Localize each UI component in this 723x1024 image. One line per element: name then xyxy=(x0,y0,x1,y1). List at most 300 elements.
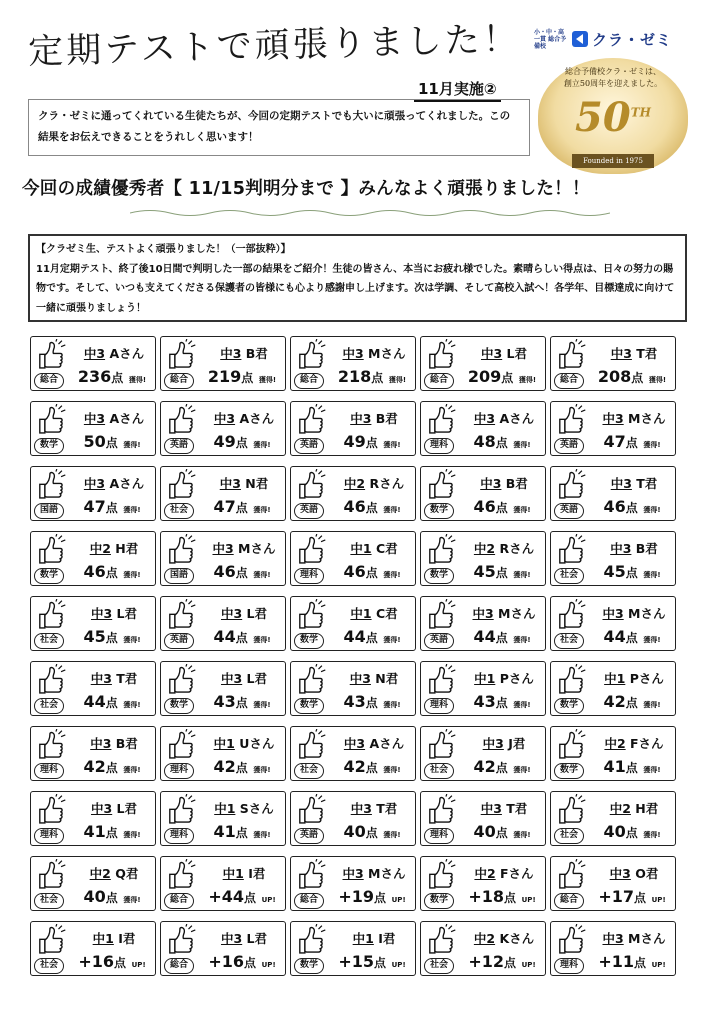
thumbs-up-icon xyxy=(33,534,67,568)
score-unit: 点 xyxy=(105,501,118,515)
result-card xyxy=(160,921,286,976)
score-value: 47 xyxy=(603,432,626,451)
score-unit: 点 xyxy=(501,371,514,385)
score-suffix: 獲得! xyxy=(383,506,401,514)
student-label xyxy=(465,409,543,427)
student-name: C君 xyxy=(375,606,398,621)
thumbs-up-icon xyxy=(423,924,457,958)
student-label xyxy=(335,604,413,622)
score-value: 44 xyxy=(603,627,626,646)
student-label xyxy=(595,734,673,752)
score-line xyxy=(327,627,417,646)
result-card xyxy=(160,466,286,521)
subject-badge: 社会 xyxy=(424,958,454,974)
score-suffix: UP! xyxy=(521,896,536,904)
student-label xyxy=(595,799,673,817)
score-line xyxy=(67,952,157,971)
grade-level: 中3 xyxy=(480,346,503,361)
student-name: Mさん xyxy=(628,931,666,946)
student-name: Aさん xyxy=(499,411,535,426)
score-line xyxy=(327,692,417,711)
score-unit: 点 xyxy=(625,696,638,710)
subject-badge: 数学 xyxy=(424,503,454,519)
subject-badge: 数学 xyxy=(294,698,324,714)
page-subtitle: 11月実施② xyxy=(414,78,501,102)
score-value: 46 xyxy=(83,562,106,581)
subject-badge: 総合 xyxy=(294,893,324,909)
score-unit: 点 xyxy=(625,761,638,775)
student-label xyxy=(205,929,283,947)
subject-badge: 英語 xyxy=(294,828,324,844)
score-line xyxy=(327,822,417,841)
student-name: Mさん xyxy=(628,606,666,621)
score-unit: 点 xyxy=(235,631,248,645)
score-line xyxy=(587,757,677,776)
score-suffix: 獲得! xyxy=(123,506,141,514)
score-line xyxy=(327,887,417,906)
score-suffix: 獲得! xyxy=(643,571,661,579)
score-line xyxy=(197,367,287,386)
score-unit: 点 xyxy=(495,436,508,450)
student-label xyxy=(335,344,413,362)
anniversary-emblem xyxy=(538,58,688,174)
result-card xyxy=(550,531,676,586)
subject-badge: 社会 xyxy=(294,763,324,779)
score-line xyxy=(457,562,547,581)
thumbs-up-icon xyxy=(423,859,457,893)
student-name: Aさん xyxy=(239,411,275,426)
thumbs-up-icon xyxy=(423,469,457,503)
score-suffix: 獲得! xyxy=(253,441,271,449)
score-suffix: 獲得! xyxy=(513,636,531,644)
score-line xyxy=(197,692,287,711)
score-unit: 点 xyxy=(365,566,378,580)
score-value: +19 xyxy=(338,887,375,906)
score-value: 40 xyxy=(343,822,366,841)
student-name: T君 xyxy=(506,801,528,816)
thumbs-up-icon xyxy=(163,599,197,633)
student-label xyxy=(465,799,543,817)
score-suffix: 獲得! xyxy=(383,636,401,644)
subject-badge: 社会 xyxy=(164,503,194,519)
grade-level: 中2 xyxy=(609,801,631,816)
score-line xyxy=(67,692,157,711)
student-label xyxy=(335,409,413,427)
thumbs-up-icon xyxy=(293,339,327,373)
score-line xyxy=(327,562,417,581)
student-label xyxy=(205,409,283,427)
result-card xyxy=(420,466,546,521)
result-card xyxy=(30,856,156,911)
score-value: +18 xyxy=(468,887,505,906)
thumbs-up-icon xyxy=(163,404,197,438)
grade-level: 中3 xyxy=(83,411,106,426)
score-value: 49 xyxy=(343,432,366,451)
subject-badge: 英語 xyxy=(294,503,324,519)
grade-level: 中3 xyxy=(350,411,372,426)
result-card xyxy=(160,531,286,586)
score-line xyxy=(327,497,417,516)
score-line xyxy=(587,562,677,581)
subject-badge: 国語 xyxy=(34,503,64,519)
score-unit: 点 xyxy=(365,696,378,710)
thumbs-up-icon xyxy=(293,794,327,828)
student-name: B君 xyxy=(115,736,138,751)
result-card xyxy=(550,726,676,781)
grade-level: 中3 xyxy=(220,931,243,946)
result-card xyxy=(420,596,546,651)
subject-badge: 理科 xyxy=(34,763,64,779)
score-unit: 点 xyxy=(105,631,118,645)
result-card xyxy=(290,921,416,976)
result-card xyxy=(30,531,156,586)
thumbs-up-icon xyxy=(163,859,197,893)
score-unit: 点 xyxy=(365,631,378,645)
thumbs-up-icon xyxy=(33,859,67,893)
student-label xyxy=(205,864,283,882)
score-suffix: 獲得! xyxy=(513,766,531,774)
student-name: I君 xyxy=(118,931,136,946)
score-suffix: 獲得! xyxy=(518,376,537,384)
thumbs-up-icon xyxy=(33,339,67,373)
score-suffix: 獲得! xyxy=(253,571,271,579)
score-line xyxy=(457,692,547,711)
grade-level: 中3 xyxy=(220,346,242,361)
score-suffix: 獲得! xyxy=(123,896,141,904)
thumbs-up-icon xyxy=(33,404,67,438)
score-line xyxy=(327,367,417,386)
score-value: 46 xyxy=(473,497,496,516)
score-suffix: 獲得! xyxy=(643,506,661,514)
thumbs-up-icon xyxy=(423,599,457,633)
score-value: 41 xyxy=(213,822,236,841)
score-value: 42 xyxy=(213,757,236,776)
score-suffix: 獲得! xyxy=(123,636,141,644)
score-line xyxy=(67,497,157,516)
grade-level: 中3 xyxy=(83,476,106,491)
subject-badge: 英語 xyxy=(164,438,194,454)
student-label xyxy=(75,604,153,622)
subject-badge: 社会 xyxy=(34,893,64,909)
student-name: Fさん xyxy=(500,866,534,881)
student-name: Rさん xyxy=(499,541,535,556)
score-suffix: 獲得! xyxy=(513,571,531,579)
student-label xyxy=(205,734,283,752)
student-name: B君 xyxy=(375,411,398,426)
student-name: T君 xyxy=(636,476,658,491)
notice-heading: 【クラゼミ生、テストよく頑張りました！（一部抜粋）】 xyxy=(36,244,291,255)
score-value: 43 xyxy=(213,692,236,711)
result-card xyxy=(550,921,676,976)
grade-level: 中3 xyxy=(90,736,112,751)
student-label xyxy=(595,604,673,622)
subject-badge: 理科 xyxy=(164,763,194,779)
result-card xyxy=(160,856,286,911)
result-card xyxy=(290,856,416,911)
student-name: Aさん xyxy=(109,411,145,426)
score-unit: 点 xyxy=(111,371,124,385)
score-unit: 点 xyxy=(495,566,508,580)
score-suffix: 獲得! xyxy=(253,766,271,774)
score-value: 44 xyxy=(473,627,496,646)
result-card xyxy=(160,661,286,716)
score-value: 44 xyxy=(83,692,106,711)
grade-level: 中1 xyxy=(213,736,235,751)
score-value: +15 xyxy=(338,952,375,971)
result-card xyxy=(30,466,156,521)
student-name: H君 xyxy=(115,541,139,556)
score-unit: 点 xyxy=(634,891,647,905)
subject-badge: 社会 xyxy=(34,633,64,649)
subject-badge: 数学 xyxy=(294,958,324,974)
score-suffix: 獲得! xyxy=(123,701,141,709)
result-card xyxy=(290,531,416,586)
score-suffix: UP! xyxy=(651,896,666,904)
subject-badge: 総合 xyxy=(554,373,584,389)
notice-box xyxy=(28,234,687,322)
student-name: Kさん xyxy=(499,931,535,946)
result-card xyxy=(550,336,676,391)
vine-divider xyxy=(130,208,610,218)
thumbs-up-icon xyxy=(423,729,457,763)
student-name: Uさん xyxy=(239,736,275,751)
thumbs-up-icon xyxy=(293,404,327,438)
thumbs-up-icon xyxy=(293,534,327,568)
thumbs-up-icon xyxy=(33,924,67,958)
subject-badge: 英語 xyxy=(554,438,584,454)
score-suffix: 獲得! xyxy=(513,441,531,449)
score-unit: 点 xyxy=(634,956,647,970)
thumbs-up-icon xyxy=(33,469,67,503)
score-unit: 点 xyxy=(495,761,508,775)
score-suffix: 獲得! xyxy=(123,571,141,579)
school-logo xyxy=(534,28,694,176)
student-name: C君 xyxy=(375,541,398,556)
score-line xyxy=(197,822,287,841)
student-name: L君 xyxy=(246,606,268,621)
score-line xyxy=(67,432,157,451)
grade-level: 中3 xyxy=(609,866,631,881)
score-line xyxy=(67,367,157,386)
student-name: L君 xyxy=(116,606,138,621)
score-value: 42 xyxy=(83,757,106,776)
score-suffix: 獲得! xyxy=(123,766,141,774)
intro-box: クラ・ゼミに通ってくれている生徒たちが、今回の定期テストでも大いに頑張ってくれました。この結果をお伝えできることをうれしく思います！ xyxy=(28,99,530,156)
score-line xyxy=(197,627,287,646)
grade-level: 中3 xyxy=(602,411,624,426)
score-suffix: 獲得! xyxy=(383,831,401,839)
grade-level: 中3 xyxy=(473,411,496,426)
score-value: 209 xyxy=(467,367,502,386)
score-suffix: 獲得! xyxy=(643,701,661,709)
grade-level: 中3 xyxy=(602,606,624,621)
score-value: 40 xyxy=(473,822,496,841)
score-suffix: 獲得! xyxy=(253,636,271,644)
student-name: T君 xyxy=(636,346,658,361)
thumbs-up-icon xyxy=(553,469,587,503)
student-name: Mさん xyxy=(368,866,406,881)
thumbs-up-icon xyxy=(33,729,67,763)
score-value: 45 xyxy=(473,562,496,581)
student-name: L君 xyxy=(246,931,268,946)
score-value: 47 xyxy=(213,497,236,516)
score-unit: 点 xyxy=(365,501,378,515)
score-suffix: 獲得! xyxy=(253,831,271,839)
score-value: 40 xyxy=(83,887,106,906)
score-value: 219 xyxy=(207,367,242,386)
student-name: I君 xyxy=(378,931,396,946)
score-unit: 点 xyxy=(495,696,508,710)
grade-level: 中3 xyxy=(343,736,366,751)
student-label xyxy=(465,604,543,622)
result-card xyxy=(550,466,676,521)
score-unit: 点 xyxy=(235,761,248,775)
student-name: Aさん xyxy=(369,736,405,751)
score-line xyxy=(197,757,287,776)
subject-badge: 国語 xyxy=(164,568,194,584)
score-value: 46 xyxy=(343,497,366,516)
student-name: Mさん xyxy=(498,606,536,621)
score-suffix: 獲得! xyxy=(383,701,401,709)
score-unit: 点 xyxy=(235,566,248,580)
grade-level: 中3 xyxy=(83,346,106,361)
thumbs-up-icon xyxy=(163,924,197,958)
score-value: +16 xyxy=(208,952,245,971)
student-name: B君 xyxy=(245,346,268,361)
student-label xyxy=(465,344,543,362)
score-line xyxy=(587,952,677,971)
grade-level: 中1 xyxy=(474,671,496,686)
score-line xyxy=(587,692,677,711)
score-suffix: 獲得! xyxy=(388,376,407,384)
thumbs-up-icon xyxy=(553,339,587,373)
score-unit: 点 xyxy=(105,696,118,710)
thumbs-up-icon xyxy=(553,859,587,893)
thumbs-up-icon xyxy=(163,469,197,503)
score-line xyxy=(197,952,287,971)
subject-badge: 数学 xyxy=(424,893,454,909)
score-line xyxy=(587,432,677,451)
score-line xyxy=(457,887,547,906)
score-value: 208 xyxy=(597,367,632,386)
grade-level: 中3 xyxy=(213,411,236,426)
subject-badge: 数学 xyxy=(554,698,584,714)
score-unit: 点 xyxy=(504,956,517,970)
grade-level: 中2 xyxy=(473,541,496,556)
score-value: +44 xyxy=(208,887,245,906)
student-name: Mさん xyxy=(628,411,666,426)
result-card xyxy=(30,791,156,846)
subject-badge: 総合 xyxy=(294,373,324,389)
subject-badge: 理科 xyxy=(424,438,454,454)
score-suffix: 獲得! xyxy=(123,831,141,839)
score-line xyxy=(587,367,677,386)
thumbs-up-icon xyxy=(163,729,197,763)
score-unit: 点 xyxy=(374,891,387,905)
grade-level: 中3 xyxy=(90,801,113,816)
score-suffix: UP! xyxy=(261,896,276,904)
grade-level: 中2 xyxy=(604,736,626,751)
score-suffix: 獲得! xyxy=(253,701,271,709)
score-suffix: 獲得! xyxy=(383,766,401,774)
score-line xyxy=(587,497,677,516)
student-name: I君 xyxy=(248,866,266,881)
subject-badge: 英語 xyxy=(164,633,194,649)
student-name: B君 xyxy=(635,541,658,556)
grade-level: 中1 xyxy=(214,801,236,816)
score-line xyxy=(327,757,417,776)
subject-badge: 社会 xyxy=(554,828,584,844)
student-label xyxy=(465,669,543,687)
student-name: J君 xyxy=(508,736,526,751)
student-name: Fさん xyxy=(630,736,664,751)
score-value: 218 xyxy=(337,367,372,386)
student-label xyxy=(335,669,413,687)
score-unit: 点 xyxy=(235,696,248,710)
student-label xyxy=(205,474,283,492)
score-unit: 点 xyxy=(235,501,248,515)
result-card xyxy=(160,336,286,391)
thumbs-up-icon xyxy=(163,339,197,373)
student-name: O君 xyxy=(635,866,659,881)
score-line xyxy=(197,497,287,516)
student-label xyxy=(75,669,153,687)
result-card xyxy=(290,466,416,521)
emblem-line-2: 創立50周年を迎えました。 xyxy=(563,79,663,88)
score-suffix: 獲得! xyxy=(643,441,661,449)
score-value: 49 xyxy=(213,432,236,451)
result-card xyxy=(420,401,546,456)
student-name: L君 xyxy=(246,671,268,686)
result-card xyxy=(30,401,156,456)
student-label xyxy=(465,864,543,882)
score-suffix: 獲得! xyxy=(643,831,661,839)
student-name: Q君 xyxy=(115,866,139,881)
grade-level: 中3 xyxy=(212,541,234,556)
thumbs-up-icon xyxy=(423,534,457,568)
thumbs-up-icon xyxy=(423,339,457,373)
score-value: 50 xyxy=(83,432,106,451)
thumbs-up-icon xyxy=(423,664,457,698)
student-label xyxy=(595,929,673,947)
result-card xyxy=(290,336,416,391)
score-unit: 点 xyxy=(241,371,254,385)
score-suffix: UP! xyxy=(131,961,146,969)
result-card xyxy=(420,661,546,716)
result-card xyxy=(30,336,156,391)
score-line xyxy=(327,952,417,971)
score-line xyxy=(457,497,547,516)
score-suffix: UP! xyxy=(651,961,666,969)
score-suffix: 獲得! xyxy=(128,376,147,384)
student-name: Aさん xyxy=(109,476,145,491)
student-name: L君 xyxy=(116,801,138,816)
student-label xyxy=(335,799,413,817)
score-value: 41 xyxy=(83,822,106,841)
score-value: 46 xyxy=(213,562,236,581)
student-name: N君 xyxy=(375,671,399,686)
result-card xyxy=(420,531,546,586)
grade-level: 中2 xyxy=(89,541,111,556)
grade-level: 中3 xyxy=(342,346,364,361)
thumbs-up-icon xyxy=(163,534,197,568)
result-card xyxy=(160,791,286,846)
score-suffix: 獲得! xyxy=(643,766,661,774)
student-label xyxy=(205,799,283,817)
subject-badge: 社会 xyxy=(34,698,64,714)
score-line xyxy=(457,367,547,386)
grade-level: 中1 xyxy=(604,671,626,686)
